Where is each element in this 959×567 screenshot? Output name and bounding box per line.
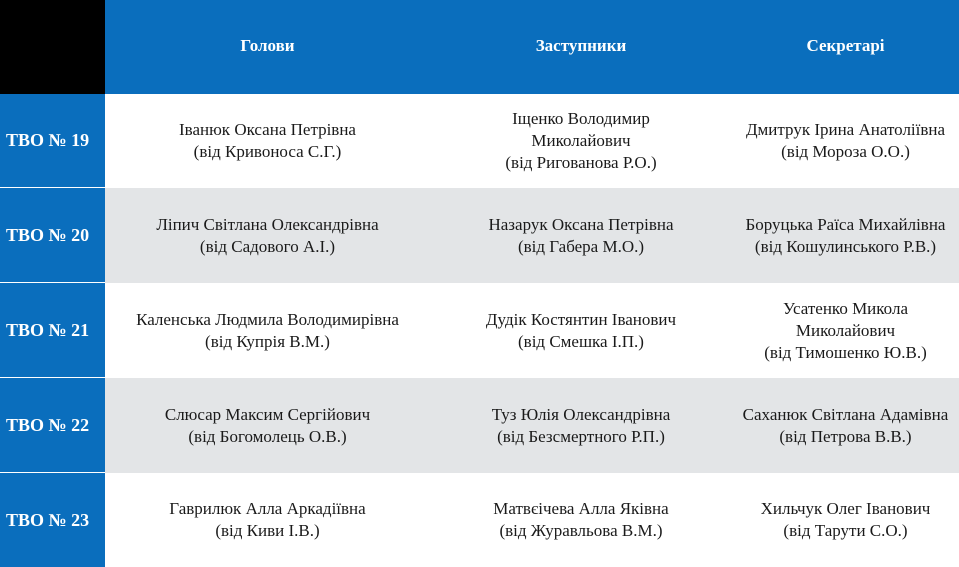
- person-name: Іванюк Оксана Петрівна: [179, 120, 356, 139]
- nominated-by: (від Мороза О.О.): [781, 142, 910, 161]
- nominated-by: (від Богомолець О.В.): [188, 426, 347, 446]
- cell-deputy-19: [430, 94, 732, 188]
- nominated-by: (від Ригованова Р.О.): [505, 153, 657, 172]
- nominated-by: (від Габера М.О.): [517, 236, 645, 256]
- person-name-cont: Миколайович: [795, 320, 896, 340]
- person-name: Боруцька Раїса Михайлівна: [745, 214, 946, 234]
- cell-head-20: [105, 188, 430, 283]
- nominated-by: (від Кривоноса С.Г.): [193, 142, 342, 161]
- row-label-22: ТВО № 22: [0, 378, 105, 473]
- nominated-by: (від Кошулинського Р.В.): [754, 236, 937, 256]
- person-name: Усатенко Микола: [783, 298, 908, 318]
- person-name: Іщенко Володимир: [512, 109, 650, 128]
- cell-head-23: [105, 473, 430, 567]
- nominated-by: (від Садового А.І.): [199, 236, 336, 256]
- person-name: Слюсар Максим Сергійович: [164, 404, 371, 424]
- header-heads: Голови: [105, 0, 430, 94]
- header-secretaries: Секретарі: [732, 0, 959, 94]
- cell-head-21: [105, 283, 430, 378]
- person-name: Ліпич Світлана Олександрівна: [156, 214, 379, 234]
- person-name: Саханюк Світлана Адамівна: [742, 404, 949, 424]
- row-label-21: ТВО № 21: [0, 283, 105, 378]
- cell-head-19: [105, 94, 430, 188]
- cell-deputy-22: [430, 378, 732, 473]
- row-label-23: ТВО № 23: [0, 473, 105, 567]
- cell-deputy-21: [430, 283, 732, 378]
- cell-secretary-21: [732, 283, 959, 378]
- person-name: Гаврилюк Алла Аркадіївна: [169, 499, 366, 518]
- nominated-by: (від Киви І.В.): [215, 521, 320, 540]
- cell-deputy-20: [430, 188, 732, 283]
- cell-deputy-23: [430, 473, 732, 567]
- cell-secretary-19: [732, 94, 959, 188]
- cell-secretary-23: [732, 473, 959, 567]
- nominated-by: (від Смешка І.П.): [518, 331, 644, 351]
- header-deputies: Заступники: [430, 0, 732, 94]
- cell-secretary-22: [732, 378, 959, 473]
- nominated-by: (від Журавльова В.М.): [499, 521, 663, 540]
- nominated-by: (від Петрова В.В.): [779, 426, 912, 446]
- nominated-by: (від Безсмертного Р.П.): [497, 426, 665, 446]
- person-name: Назарук Оксана Петрівна: [488, 214, 674, 234]
- corner-cell: [0, 0, 105, 94]
- cell-secretary-20: [732, 188, 959, 283]
- person-name-cont: Миколайович: [531, 131, 631, 150]
- person-name: Дмитрук Ірина Анатоліївна: [745, 120, 946, 139]
- person-name: Туз Юлія Олександрівна: [491, 404, 671, 424]
- cell-head-22: [105, 378, 430, 473]
- person-name: Каленська Людмила Володимирівна: [136, 309, 399, 329]
- nominated-by: (від Тимошенко Ю.В.): [764, 342, 927, 362]
- person-name: Матвєічева Алла Яківна: [493, 499, 669, 518]
- row-label-19: ТВО № 19: [0, 94, 105, 188]
- nominated-by: (від Тарути С.О.): [783, 521, 908, 540]
- nominated-by: (від Купрія В.М.): [205, 331, 330, 351]
- row-label-20: ТВО № 20: [0, 188, 105, 283]
- person-name: Дудік Костянтин Іванович: [485, 309, 677, 329]
- person-name: Хильчук Олег Іванович: [760, 499, 931, 518]
